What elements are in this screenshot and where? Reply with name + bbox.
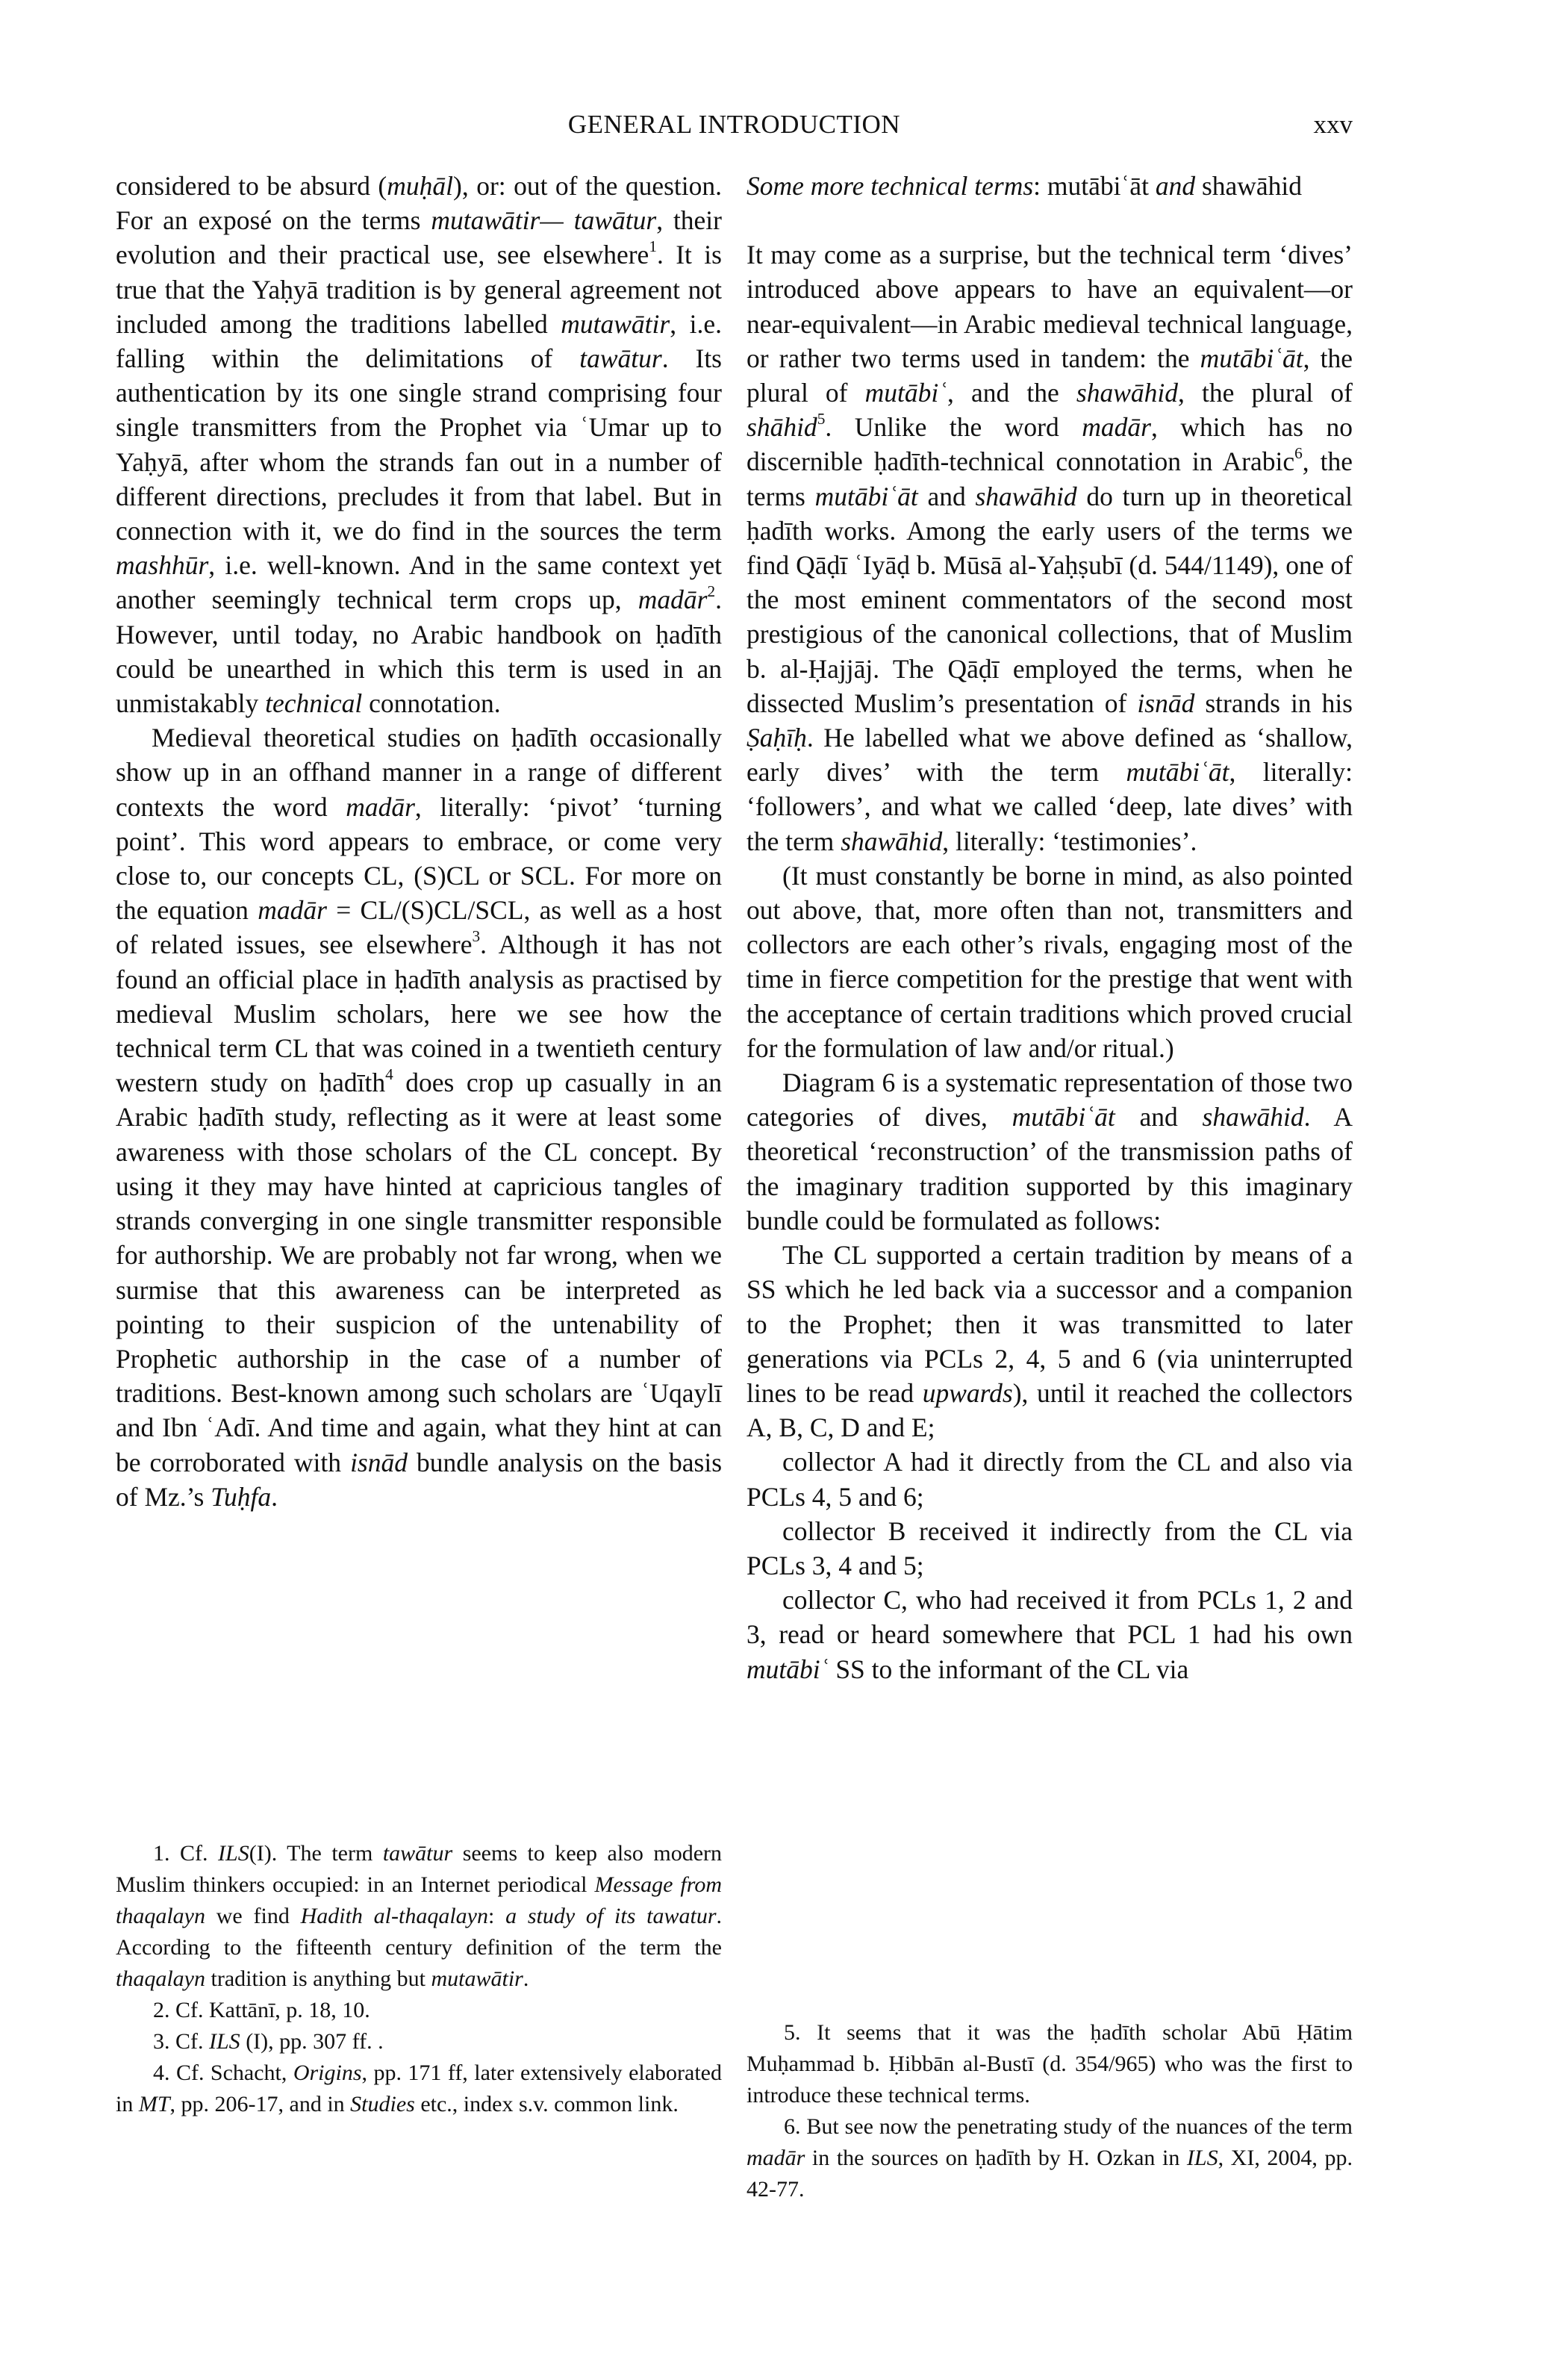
text-run: and	[917, 481, 976, 511]
text-run: SS to the informant of the CL via	[829, 1654, 1189, 1684]
text-run: etc., index s.v. common link.	[414, 2092, 679, 2116]
text-run: (I). The term	[249, 1841, 383, 1866]
text-run: The CL supported a certain tradition by means of a SS which he led back via a successor and a companion to the Prophet; then it was transmitted to later generations via PCLs 2, 4, 5 and 6 (via uninterrupted lines to be read	[746, 1240, 1353, 1408]
footnote-list	[116, 1838, 722, 2120]
italic-text: Studies	[350, 2092, 415, 2116]
italic-text: a study of its tawatur	[505, 1904, 717, 1928]
left-column	[116, 169, 722, 1514]
text-run: . Unlike the word	[825, 412, 1082, 443]
italic-text: isnād	[1137, 688, 1195, 718]
paragraph	[746, 859, 1353, 1065]
italic-text: ILS	[1186, 2146, 1218, 2170]
text-run: , XI, 2004, pp. 42-77.	[746, 2146, 1353, 2202]
text-run: considered to be absurd (	[116, 171, 387, 201]
italic-text: madār	[1082, 412, 1151, 443]
text-run: It may come as a surprise, but the technical term ‘dives’ introduced above appears to have an equivalent—or near-equivalent—in Arabic medieval technical language, or rather two terms used in tandem: the	[746, 240, 1353, 373]
italic-text: mashhūr	[116, 550, 209, 581]
text-run: , literally: ‘followers’, and what we called ‘deep, late dives’ with the term	[746, 757, 1353, 856]
text-run: tradition is anything but	[205, 1966, 431, 1991]
text-run: seems to keep also modern Muslim thinkers occupied: in an Internet periodical	[116, 1841, 722, 1897]
footnote-ref: 2	[707, 582, 716, 601]
text-run: 1. Cf.	[153, 1841, 219, 1866]
italic-text: mutābiʿāt	[814, 481, 918, 511]
text-run: . However, until today, no Arabic handbook on ḥadīth could be unearthed in which this term is used in an unmistakably	[116, 585, 722, 719]
running-head	[116, 106, 1353, 143]
paragraph	[746, 1065, 1353, 1238]
text-run: , the plural of	[1178, 378, 1353, 408]
text-run: . Although it has not found an official place in ḥadīth analysis as practised by medieval Muslim scholars, here we see how the technical term CL that was coined in a twentieth century western study on ḥadīth	[116, 929, 722, 1098]
text-run: = CL/​(S)CL/SCL, as well as a host of related issues, see elsewhere	[116, 895, 722, 960]
text-run: shawāhid	[1195, 171, 1303, 201]
italic-text: shawāhid	[1076, 378, 1179, 408]
text-run: , the plural of	[746, 343, 1353, 408]
italic-text: madār	[638, 585, 708, 615]
right-body-text	[746, 237, 1353, 1686]
italic-text: shawāhid	[841, 826, 943, 856]
italic-text: upwards	[922, 1377, 1013, 1408]
italic-text: mutābiʿāt	[1011, 1102, 1115, 1133]
text-run: . Its authentication by its one single strand comprising four single transmitters from the Prophet via ʿUmar up to Yaḥyā, after whom the strands fan out in a number of different directions, precludes it from that label. But in connection with it, we do find in the sources the term	[116, 343, 722, 546]
text-run: Diagram 6 is a systematic representation of those two categories of dives,	[746, 1068, 1353, 1133]
footnote-list	[746, 2017, 1353, 2205]
right-footnotes	[746, 2017, 1353, 2205]
text-run: (It must constantly be borne in mind, as also pointed out above, that, more often than not, transmitters and collectors are each other’s rivals, engaging most of the time in fierce competition for the prestige that went with the acceptance of certain traditions which proved crucial for the formulation of law and/or ritual.)	[746, 860, 1353, 1063]
right-column	[746, 169, 1353, 1686]
footnote	[116, 2026, 722, 2057]
text-run: (I), pp. 307 ff. .	[240, 2029, 384, 2054]
text-run: .	[271, 1481, 278, 1512]
text-run: :	[488, 1904, 506, 1928]
text-run: Medieval theoretical studies on ḥadīth occasionally show up in an offhand manner in a range of different contexts the word	[116, 723, 722, 822]
text-run: , i.e. well-known. And in the same context yet another seemingly technical term crops up,	[116, 550, 722, 615]
italic-text: mutawātir	[431, 1966, 523, 1991]
left-body-text	[116, 169, 722, 1514]
text-run: ), until it reached the collectors A, B, C, D and E;	[746, 1377, 1353, 1443]
italic-text: Tuḥfa	[211, 1481, 272, 1512]
text-run: in the sources on ḥadīth by H. Ozkan in	[805, 2146, 1187, 2170]
text-run: ), or: out of the question. For an exposé on the terms	[116, 171, 723, 236]
paragraph	[116, 720, 722, 1514]
text-run: , their evolution and their practical use, see elsewhere	[116, 205, 722, 270]
text-run: and	[1115, 1102, 1203, 1133]
italic-text: thaqalayn	[116, 1966, 205, 1991]
footnote-ref: 1	[649, 237, 657, 256]
text-run: . It is true that the Yaḥyā tradition is by general agreement not included among the traditions labelled	[116, 240, 722, 339]
text-run: , pp. 171 ff, later extensively elaborated in	[116, 2060, 723, 2116]
italic-text: and	[1155, 171, 1196, 201]
text-run: collector B received it indirectly from the CL via PCLs 3, 4 and 5;	[746, 1515, 1353, 1580]
text-run: strands in his	[1194, 688, 1353, 718]
text-run: .	[523, 1966, 529, 1991]
footnote	[746, 2111, 1353, 2205]
text-run: , literally: ‘pivot’ ‘turning point’. This word appears to embrace, or come very close to, our concepts CL, (S)CL or SCL. For more on the equation	[116, 791, 722, 926]
text-run: 5. It seems that it was the ḥadīth scholar Abū Ḥātim Muḥammad b. Ḥibbān al-Bustī (d. 354/965) who was the first to introduce these technical terms.	[746, 2020, 1353, 2108]
italic-text: madār	[346, 791, 415, 822]
italic-text: ILS	[218, 1841, 249, 1866]
text-run: . He labelled what we above defined as ‘shallow, early dives’ with the term	[746, 723, 1353, 788]
footnote	[116, 1838, 722, 1995]
text-run: . According to the fifteenth century definition of the term the	[116, 1904, 722, 1960]
footnote	[116, 1995, 722, 2026]
text-run: , the terms	[746, 446, 1353, 511]
paragraph	[746, 237, 1353, 859]
text-run: , i.e. falling within the delimitations of	[116, 308, 722, 374]
italic-text: shāhid	[746, 412, 817, 443]
text-run: bundle analysis on the basis of Mz.’s	[116, 1447, 723, 1512]
section-heading	[746, 169, 1353, 203]
text-run: , literally: ‘testimonies’.	[942, 826, 1197, 856]
text-run: 3. Cf.	[153, 2029, 209, 2054]
italic-text: madār	[258, 895, 327, 926]
italic-text: mutawātir	[561, 308, 670, 339]
paragraph	[746, 1514, 1353, 1583]
paragraph	[746, 1583, 1353, 1686]
text-run: does crop up casually in an Arabic ḥadīth study, reflecting as it were at least some awareness with those scholars of the CL concept. By using it they may have hinted at capricious tangles of strands converging in one single transmitter responsible for authorship. We are probably not far wrong, when we surmise that this awareness can be interpreted as pointing to their suspicion of the untenability of Prophetic authorship in the case of a number of traditions. Best-known among such scholars are ʿUqaylī and Ibn ʿAdī. And time and again, what they hint at can be corroborated with	[116, 1068, 722, 1477]
text-run: collector A had it directly from the CL and also via PCLs 4, 5 and 6;	[746, 1447, 1353, 1512]
footnote-ref: 6	[1294, 444, 1303, 463]
text-run: do turn up in theoretical ḥadīth works. Among the early users of the terms we find Qāḍī ʿIyāḍ b. Mūsā al-Yaḥṣubī (d. 544/1149), one of the most eminent commentators of the second most prestigious of the canonical collections, that of Muslim b. al-Ḥajjāj. The Qāḍī employed the terms, when he dissected Muslim’s presentation of	[746, 481, 1353, 718]
footnote-ref: 3	[472, 927, 481, 946]
text-run: we find	[205, 1904, 301, 1928]
italic-text: Ṣaḥīḥ	[746, 723, 807, 753]
text-run: : mutābiʿāt	[1033, 171, 1156, 201]
italic-text: mutābiʿ	[864, 378, 948, 408]
italic-text: technical	[265, 688, 363, 719]
italic-text: madār	[746, 2146, 805, 2170]
text-run: , and the	[947, 378, 1076, 408]
italic-text: Message from thaqalayn	[116, 1872, 722, 1928]
italic-text: mutābiʿ	[746, 1654, 829, 1684]
italic-text: tawātur	[579, 343, 662, 374]
text-run: 4. Cf. Schacht,	[153, 2060, 293, 2085]
italic-text: shawāhid	[975, 481, 1077, 511]
footnote-ref: 4	[385, 1065, 393, 1084]
italic-text: mutābiʿāt	[1200, 343, 1303, 373]
left-footnotes	[116, 1838, 722, 2120]
text-run: connotation.	[362, 688, 501, 719]
italic-text: MT	[138, 2092, 170, 2116]
text-run: 6. But see now the penetrating study of the nuances of the term	[784, 2114, 1353, 2139]
heading-spacer	[746, 203, 1353, 237]
paragraph	[746, 1445, 1353, 1513]
footnote	[116, 2057, 722, 2120]
italic-text: isnād	[350, 1447, 408, 1477]
text-run: 2. Cf. Kattānī, p. 18, 10.	[153, 1998, 370, 2022]
italic-text: ILS	[209, 2029, 240, 2054]
text-run: , pp. 206-17, and in	[169, 2092, 351, 2116]
text-run: . A theoretical ‘reconstruction’ of the transmission paths of the imaginary tradition supported by this imaginary bundle could be formulated as follows:	[746, 1102, 1353, 1236]
italic-text: tawātur	[382, 1841, 453, 1866]
italic-text: shawāhid	[1202, 1102, 1304, 1133]
italic-text: Some more technical terms	[746, 171, 1034, 201]
text-run: collector C, who had received it from PCLs 1, 2 and 3, read or heard somewhere that PCL 1 had his own	[746, 1585, 1353, 1650]
footnote	[746, 2017, 1353, 2111]
paragraph	[746, 1238, 1353, 1445]
italic-text: Hadith al-thaqalayn	[300, 1904, 488, 1928]
italic-text: muḥāl	[387, 171, 454, 201]
page-number: xxv	[1313, 110, 1353, 139]
italic-text: Origins	[293, 2060, 362, 2085]
footnote-ref: 5	[817, 410, 826, 429]
running-head-title: GENERAL INTRODUCTION	[567, 110, 901, 139]
italic-text: mutābiʿāt	[1126, 757, 1229, 788]
paragraph	[116, 169, 722, 720]
text-run: , which has no discernible ḥadīth-technical connotation in Arabic	[746, 412, 1353, 477]
italic-text: mutawātir— tawātur	[431, 205, 657, 236]
